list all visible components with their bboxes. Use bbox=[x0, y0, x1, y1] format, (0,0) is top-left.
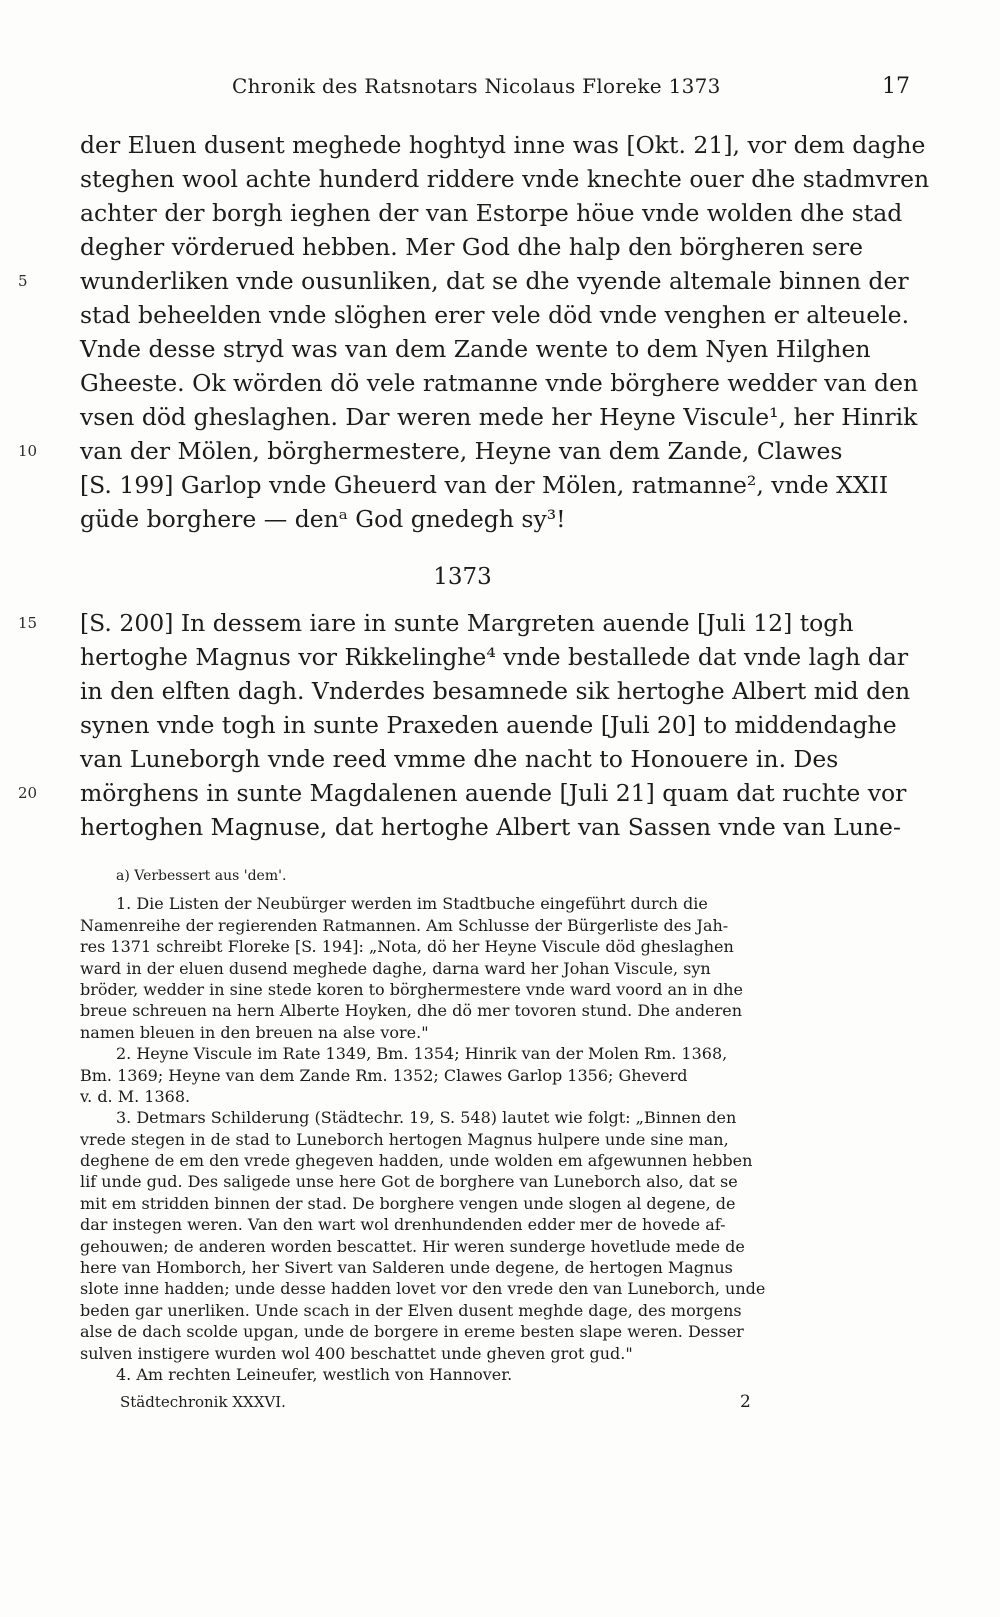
footnote-line: Namenreihe der regierenden Ratmannen. Am Schlusse der Bürgerliste des Jah- bbox=[80, 915, 729, 935]
text-line bbox=[80, 162, 930, 196]
line-text: [S. 199] Garlop vnde Gheuerd van der Mölen, ratmanne², vnde XXII bbox=[80, 471, 889, 499]
text-line bbox=[18, 606, 854, 640]
text-line bbox=[80, 674, 911, 708]
footnote-line: dar instegen weren. Van den wart wol drenhundenden edder mer de hovede af- bbox=[80, 1215, 726, 1235]
footnote-line: Bm. 1369; Heyne van dem Zande Rm. 1352; Clawes Garlop 1356; Gheverd bbox=[80, 1065, 688, 1085]
text-line bbox=[80, 502, 840, 536]
running-head bbox=[80, 68, 940, 108]
text-line bbox=[80, 366, 919, 400]
footnote-line: slote inne hadden; unde desse hadden lovet vor den vrede den van Luneborch, unde bbox=[80, 1279, 766, 1299]
footnote-line: sulven instigere wurden wol 400 beschattet unde gheven grot gud." bbox=[80, 1343, 633, 1363]
line-text: synen vnde togh in sunte Praxeden auende [Juli 20] to middendaghe bbox=[80, 711, 897, 739]
line-text: achter der borgh ieghen der van Estorpe höue vnde wolden dhe stad bbox=[80, 199, 903, 227]
text-line bbox=[80, 298, 910, 332]
line-number: 15 bbox=[18, 614, 38, 632]
footnote-line: ward in der eluen dusend meghede daghe, darna ward her Johan Viscule, syn bbox=[80, 958, 711, 978]
line-text: hertoghen Magnuse, dat hertoghe Albert van Sassen vnde van Lune- bbox=[80, 813, 901, 841]
text-line bbox=[80, 230, 864, 264]
text-line bbox=[80, 128, 926, 162]
text-line bbox=[80, 468, 889, 502]
line-text: Vnde desse stryd was van dem Zande wente to dem Nyen Hilghen bbox=[80, 335, 871, 363]
year-heading: 1373 bbox=[433, 564, 492, 590]
page-number: 17 bbox=[882, 74, 910, 99]
footnote-line: mit em stridden binnen der stad. De borghere vengen unde slogen al degene, de bbox=[80, 1193, 736, 1213]
footnote-line: vrede stegen in de stad to Luneborch hertogen Magnus hulpere unde sine man, bbox=[80, 1129, 729, 1149]
footnote-line: res 1371 schreibt Floreke [S. 194]: „Nota, dö her Heyne Viscule död gheslaghen bbox=[80, 937, 734, 957]
textual-note: a) Verbessert aus 'dem'. bbox=[116, 868, 287, 884]
footnotes bbox=[80, 866, 850, 1415]
footnote-start: 3. Detmars Schilderung (Städtechr. 19, S. 548) lautet wie folgt: „Binnen den bbox=[116, 1108, 737, 1128]
line-text: wunderliken vnde ousunliken, dat se dhe vyende altemale binnen der bbox=[80, 267, 909, 295]
line-text: steghen wool achte hunderd riddere vnde knechte ouer dhe stadmvren bbox=[80, 165, 930, 193]
footnote-line: beden gar unerliken. Unde scach in der Elven dusent meghde dage, des morgens bbox=[80, 1300, 742, 1320]
text-line bbox=[80, 332, 871, 366]
signature-line bbox=[80, 1389, 850, 1415]
text-line bbox=[18, 776, 907, 810]
line-text: der Eluen dusent meghede hoghtyd inne was [Okt. 21], vor dem daghe bbox=[80, 131, 926, 159]
signature-mark: 2 bbox=[740, 1392, 751, 1413]
text-line bbox=[80, 742, 840, 776]
main-text-block-2 bbox=[18, 606, 911, 844]
line-text: vsen död gheslaghen. Dar weren mede her Heyne Viscule¹, her Hinrik bbox=[80, 403, 918, 431]
text-line bbox=[80, 708, 897, 742]
line-text: güde borghere — denᵃ God gnedegh sy³! bbox=[80, 505, 566, 533]
text-line bbox=[80, 640, 909, 674]
main-text-block-1 bbox=[18, 128, 930, 536]
footnote-line: here van Homborch, her Sivert van Salderen unde degene, de hertogen Magnus bbox=[80, 1258, 733, 1278]
text-line bbox=[80, 810, 901, 844]
running-title: Chronik des Ratsnotars Nicolaus Floreke 1373 bbox=[232, 74, 721, 98]
line-text: van Luneborgh vnde reed vmme dhe nacht to Honouere in. Des bbox=[80, 745, 839, 773]
signature-label: Städtechronik XXXVI. bbox=[120, 1393, 286, 1412]
footnote-start: 2. Heyne Viscule im Rate 1349, Bm. 1354; Hinrik van der Molen Rm. 1368, bbox=[116, 1044, 728, 1064]
line-text: [S. 200] In dessem iare in sunte Margreten auende [Juli 12] togh bbox=[80, 609, 854, 637]
main-text bbox=[18, 128, 930, 844]
line-text: degher vörderued hebben. Mer God dhe halp den börgheren sere bbox=[80, 233, 864, 261]
footnote-lines bbox=[80, 893, 850, 1385]
footnote-line: breue schreuen na hern Alberte Hoyken, dhe dö mer tovoren stund. Dhe anderen bbox=[80, 1001, 743, 1021]
line-number: 10 bbox=[18, 442, 38, 460]
footnote-line: bröder, wedder in sine stede koren to börghermestere vnde ward voord an in dhe bbox=[80, 979, 743, 999]
footnote-line: deghene de em den vrede ghegeven hadden, unde wolden em afgewunnen hebben bbox=[80, 1151, 753, 1171]
line-text: hertoghe Magnus vor Rikkelinghe⁴ vnde bestallede dat vnde lagh dar bbox=[80, 643, 909, 671]
text-line bbox=[18, 264, 909, 298]
line-number: 20 bbox=[18, 784, 38, 802]
footnote-line: namen bleuen in den breuen na alse vore." bbox=[80, 1022, 429, 1042]
text-line bbox=[18, 434, 843, 468]
text-line bbox=[80, 400, 918, 434]
line-text: van der Mölen, börghermestere, Heyne van dem Zande, Clawes bbox=[80, 437, 843, 465]
line-text: in den elften dagh. Vnderdes besamnede sik hertoghe Albert mid den bbox=[80, 677, 911, 705]
footnote-start: 4. Am rechten Leineufer, westlich von Hannover. bbox=[116, 1364, 513, 1384]
footnote-line: alse de dach scolde upgan, unde de borgere in ereme besten slape weren. Desser bbox=[80, 1322, 744, 1342]
text-line bbox=[80, 196, 903, 230]
footnote-line: gehouwen; de anderen worden bescattet. Hir weren sunderge hovetlude mede de bbox=[80, 1236, 745, 1256]
footnote-line: v. d. M. 1368. bbox=[80, 1086, 191, 1106]
line-text: mörghens in sunte Magdalenen auende [Juli 21] quam dat ruchte vor bbox=[80, 779, 907, 807]
footnote-line: lif unde gud. Des saligede unse here Got de borghere van Luneborch also, dat se bbox=[80, 1172, 738, 1192]
line-text: Gheeste. Ok wörden dö vele ratmanne vnde börghere wedder van den bbox=[80, 369, 919, 397]
line-number: 5 bbox=[18, 272, 28, 290]
footnote-start: 1. Die Listen der Neubürger werden im Stadtbuche eingeführt durch die bbox=[116, 894, 708, 914]
line-text: stad beheelden vnde slöghen erer vele död vnde venghen er alteuele. bbox=[80, 301, 910, 329]
